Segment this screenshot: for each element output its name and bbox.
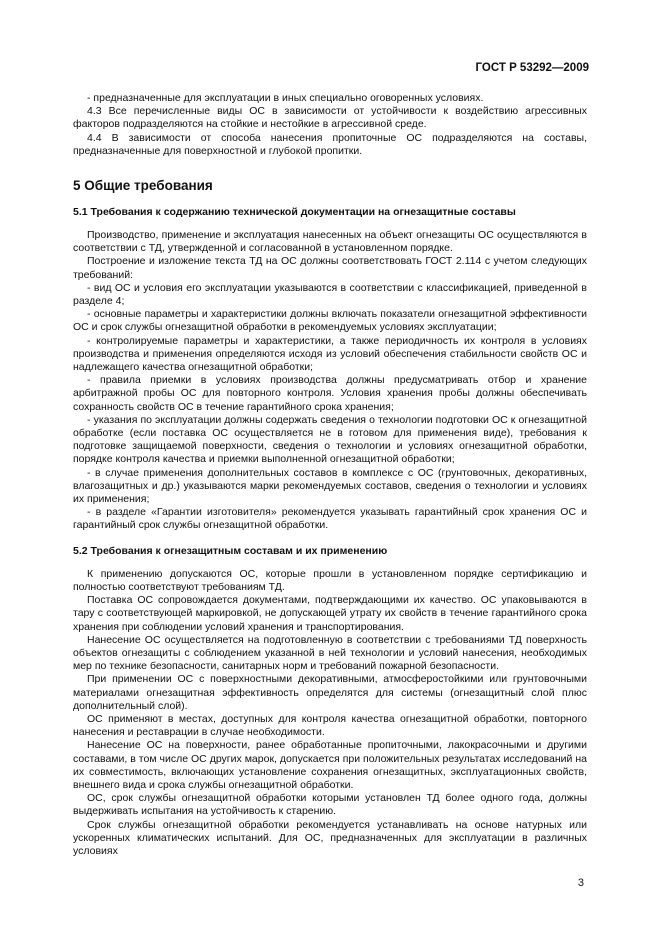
document-code: ГОСТ Р 53292—2009	[475, 62, 589, 74]
page-body	[73, 92, 587, 858]
list-item: - вид ОС и условия его эксплуатации указываются в соответствии с классификацией, приведенной в разделе 4;	[73, 281, 587, 308]
paragraph: Нанесение ОС осуществляется на подготовленную в соответствии с требованиями ТД поверхность объектов огнезащиты с соблюдением указанной в ней технологии и условий нанесения, необходимых мер по технике безопасности, санитарных норм и требований пожарной безопасности.	[73, 633, 587, 673]
paragraph: - предназначенные для эксплуатации в иных специально оговоренных условиях.	[87, 92, 484, 104]
list-item: - правила приемки в условиях производства должны предусматривать отбор и хранение арбитражной пробы ОС для повторного контроля. Условия хранения пробы должны обеспечивать сохранность свойств ОС в течение гарантийного срока хранения;	[73, 374, 587, 413]
paragraph: Поставка ОС сопровождается документами, подтверждающими их качество. ОС упаковываются в тару с соответствующей маркировкой, не допускающей утрату их свойств в течение гарантийного срока хранения при соблюдении условий хранения и транспортирования.	[73, 594, 587, 633]
list-item: - в случае применения дополнительных составов в комплексе с ОС (грунтовочных, декоративных, влагозащитных и др.) указываются марки рекомендуемых составов, сведения о технологии и условиях их применения;	[73, 466, 587, 506]
subsection-heading: 5.2 Требования к огнезащитным составам и их применению	[73, 544, 388, 557]
list-item: - в разделе «Гарантии изготовителя» рекомендуется указывать гарантийный срок хранения ОС и гарантийный срок службы огнезащитной обработки.	[73, 506, 587, 532]
paragraph: Построение и изложение текста ТД на ОС должны соответствовать ГОСТ 2.114 с учетом следующих требований:	[73, 255, 587, 281]
paragraph: К применению допускаются ОС, которые прошли в установленном порядке сертификацию и полностью соответствуют требованиям ТД.	[73, 567, 587, 593]
paragraph: Нанесение ОС на поверхности, ранее обработанные пропиточными, лакокрасочными и другими составами, в том числе ОС других марок, допускается при положительных результатах исследований на их совместимость, включающих установление сохранения огнезащитных, эксплуатационных свойств, внешнего вида и срока службы огнезащитной обработки.	[73, 739, 587, 791]
page-number: 3	[577, 877, 584, 889]
paragraph: Производство, применение и эксплуатация нанесенных на объект огнезащиты ОС осуществляются в соответствии с ТД, утвержденной и согласованной в установленном порядке.	[73, 229, 587, 255]
list-item: - контролируемые параметры и характеристики, а также периодичность их контроля в условиях производства и применения определяются исходя из условий обеспечения стабильности свойств ОС и надлежащего качества огнезащитной обработки;	[73, 334, 587, 374]
list-item: - основные параметры и характеристики должны включать показатели огнезащитной эффективности ОС и срок службы огнезащитной обработки в рекомендуемых условиях эксплуатации;	[73, 308, 587, 334]
paragraph: При применении ОС с поверхностными декоративными, атмосферостойкими или грунтовочными материалами огнезащитная эффективность определятся для системы (огнезащитный слой плюс дополнительный слой).	[73, 673, 587, 712]
paragraph: ОС применяют в местах, доступных для контроля качества огнезащитной обработки, повторного нанесения и реставрации в случае необходимости.	[73, 712, 587, 739]
paragraph: Срок службы огнезащитной обработки рекомендуется устанавливать на основе натурных или ускоренных климатических испытаний. Для ОС, предназначенных для эксплуатации в различных условиях	[73, 818, 587, 857]
subsection-heading: 5.1 Требования к содержанию технической документации на огнезащитные составы	[73, 206, 516, 219]
paragraph: 4.3 Все перечисленные виды ОС в зависимости от устойчивости к воздействию агрессивных факторов подразделяются на стойкие и нестойкие в агрессивной среде.	[73, 105, 587, 131]
paragraph: 4.4 В зависимости от способа нанесения пропиточные ОС подразделяются на составы, предназначенные для поверхностной и глубокой пропитки.	[73, 131, 587, 157]
section-heading: 5 Общие требования	[73, 178, 213, 194]
list-item: - указания по эксплуатации должны содержать сведения о технологии подготовки ОС к огнезащитной обработке (если поставка ОС осуществляется не в готовом для применения виде), требования к подготовке защищаемой поверхности, сведения о технологии и условиях огнезащитной обработки, порядке контроля качества и приемки выполненной огнезащитной обработки;	[73, 413, 587, 466]
paragraph: ОС, срок службы огнезащитной обработки которыми установлен ТД более одного года, должны выдерживать испытания на устойчивость к старению.	[73, 792, 587, 818]
